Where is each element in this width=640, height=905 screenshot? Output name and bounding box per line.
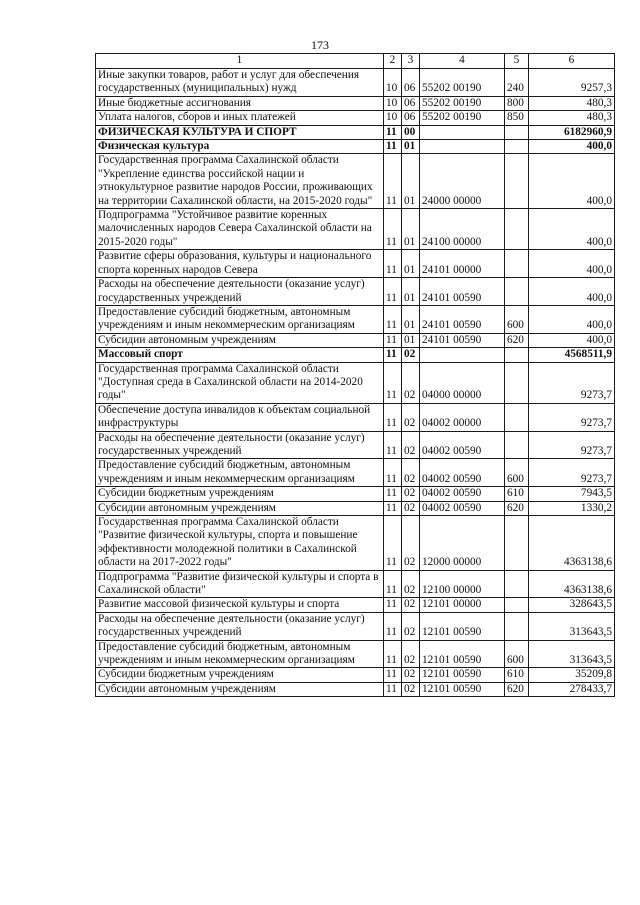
subsection-code-cell: 02 xyxy=(402,348,420,362)
section-code-cell: 11 xyxy=(384,333,402,347)
page-number: 173 xyxy=(311,38,329,52)
expense-name-cell: Расходы на обеспечение деятельности (оказание услуг) государственных учреждений xyxy=(96,612,384,640)
expense-type-code-cell xyxy=(505,348,529,362)
subsection-code-cell: 06 xyxy=(402,69,420,97)
target-article-code-cell: 24101 00590 xyxy=(420,278,505,306)
target-article-code-cell: 24101 00590 xyxy=(420,305,505,333)
target-article-code-cell: 24101 00590 xyxy=(420,333,505,347)
amount-cell: 6182960,9 xyxy=(529,125,615,139)
target-article-code-cell: 04002 00590 xyxy=(420,459,505,487)
target-article-code-cell: 24101 00000 xyxy=(420,250,505,278)
subsection-code-cell: 00 xyxy=(402,125,420,139)
expense-name-cell: Развитие массовой физической культуры и спорта xyxy=(96,598,384,612)
expense-name-cell: Подпрограмма "Устойчивое развитие коренных малочисленных народов Севера Сахалинской области на 2015-2020 годы" xyxy=(96,209,384,250)
budget-row xyxy=(96,69,615,97)
section-code-cell: 11 xyxy=(384,431,402,459)
expense-name-cell: Обеспечение доступа инвалидов к объектам социальной инфраструктуры xyxy=(96,403,384,431)
amount-cell: 480,3 xyxy=(529,111,615,125)
subsection-code-cell: 02 xyxy=(402,403,420,431)
target-article-code-cell: 24000 00000 xyxy=(420,154,505,209)
expense-type-code-cell: 610 xyxy=(505,487,529,501)
subsection-code-cell: 06 xyxy=(402,96,420,110)
section-code-cell: 10 xyxy=(384,111,402,125)
target-article-code-cell: 12000 00000 xyxy=(420,516,505,571)
expense-type-code-cell xyxy=(505,362,529,403)
subsection-code-cell: 02 xyxy=(402,640,420,668)
expense-name-cell: Субсидии бюджетным учреждениям xyxy=(96,668,384,682)
amount-cell: 400,0 xyxy=(529,154,615,209)
budget-table xyxy=(95,53,615,697)
subsection-code-cell: 01 xyxy=(402,140,420,154)
target-article-code-cell: 12101 00590 xyxy=(420,668,505,682)
budget-row xyxy=(96,668,615,682)
subsection-code-cell: 02 xyxy=(402,612,420,640)
section-code-cell: 11 xyxy=(384,250,402,278)
expense-type-code-cell xyxy=(505,125,529,139)
column-number-header: 1 xyxy=(96,54,384,69)
subsection-code-cell: 01 xyxy=(402,278,420,306)
budget-row xyxy=(96,459,615,487)
target-article-code-cell: 24100 00000 xyxy=(420,209,505,250)
budget-row xyxy=(96,640,615,668)
expense-type-code-cell: 610 xyxy=(505,668,529,682)
amount-cell: 400,0 xyxy=(529,333,615,347)
section-code-cell: 11 xyxy=(384,278,402,306)
subsection-code-cell: 01 xyxy=(402,154,420,209)
section-code-cell: 11 xyxy=(384,125,402,139)
column-number-header-row xyxy=(96,54,615,69)
section-code-cell: 11 xyxy=(384,501,402,515)
expense-type-code-cell xyxy=(505,209,529,250)
amount-cell: 9273,7 xyxy=(529,362,615,403)
expense-type-code-cell xyxy=(505,403,529,431)
expense-name-cell: Расходы на обеспечение деятельности (оказание услуг) государственных учреждений xyxy=(96,278,384,306)
expense-name-cell: Уплата налогов, сборов и иных платежей xyxy=(96,111,384,125)
expense-name-cell: Государственная программа Сахалинской области "Доступная среда в Сахалинской области на 2014-2020 годы" xyxy=(96,362,384,403)
subsection-code-cell: 02 xyxy=(402,487,420,501)
amount-cell: 9273,7 xyxy=(529,431,615,459)
expense-name-cell: Расходы на обеспечение деятельности (оказание услуг) государственных учреждений xyxy=(96,431,384,459)
target-article-code-cell: 12101 00590 xyxy=(420,612,505,640)
budget-row xyxy=(96,250,615,278)
expense-type-code-cell: 600 xyxy=(505,305,529,333)
expense-type-code-cell: 620 xyxy=(505,333,529,347)
expense-type-code-cell: 850 xyxy=(505,111,529,125)
target-article-code-cell: 04002 00590 xyxy=(420,431,505,459)
section-code-cell: 11 xyxy=(384,154,402,209)
expense-name-cell: Иные закупки товаров, работ и услуг для обеспечения государственных (муниципальных) нужд xyxy=(96,69,384,97)
amount-cell: 4363138,6 xyxy=(529,516,615,571)
budget-row xyxy=(96,682,615,696)
subsection-code-cell: 01 xyxy=(402,333,420,347)
target-article-code-cell xyxy=(420,125,505,139)
section-code-cell: 11 xyxy=(384,640,402,668)
amount-cell: 4363138,6 xyxy=(529,570,615,598)
budget-row xyxy=(96,570,615,598)
expense-name-cell: Государственная программа Сахалинской области "Развитие физической культуры, спорта и повышение эффективности молодежной политики в Сахалинской области на 2017-2022 годы" xyxy=(96,516,384,571)
expense-type-code-cell: 600 xyxy=(505,640,529,668)
amount-cell: 4568511,9 xyxy=(529,348,615,362)
column-number-header: 2 xyxy=(384,54,402,69)
expense-name-cell: Субсидии бюджетным учреждениям xyxy=(96,487,384,501)
budget-row xyxy=(96,278,615,306)
amount-cell: 7943,5 xyxy=(529,487,615,501)
expense-type-code-cell: 620 xyxy=(505,501,529,515)
target-article-code-cell: 55202 00190 xyxy=(420,111,505,125)
section-code-cell: 11 xyxy=(384,668,402,682)
amount-cell: 9273,7 xyxy=(529,403,615,431)
subsection-code-cell: 01 xyxy=(402,305,420,333)
expense-name-cell: Массовый спорт xyxy=(96,348,384,362)
section-code-cell: 10 xyxy=(384,69,402,97)
budget-row xyxy=(96,125,615,139)
expense-name-cell: Субсидии автономным учреждениям xyxy=(96,333,384,347)
section-code-cell: 11 xyxy=(384,403,402,431)
budget-row xyxy=(96,305,615,333)
column-number-header: 5 xyxy=(505,54,529,69)
expense-type-code-cell xyxy=(505,250,529,278)
target-article-code-cell xyxy=(420,140,505,154)
section-code-cell: 11 xyxy=(384,305,402,333)
expense-name-cell: Иные бюджетные ассигнования xyxy=(96,96,384,110)
amount-cell: 313643,5 xyxy=(529,640,615,668)
target-article-code-cell: 12100 00000 xyxy=(420,570,505,598)
section-code-cell: 11 xyxy=(384,459,402,487)
section-code-cell: 11 xyxy=(384,516,402,571)
subsection-code-cell: 06 xyxy=(402,111,420,125)
amount-cell: 480,3 xyxy=(529,96,615,110)
expense-name-cell: Государственная программа Сахалинской области "Укрепление единства российской нации и этнокультурное развитие народов России, проживающих на территории Сахалинской области, на 2015-2020 годы" xyxy=(96,154,384,209)
expense-name-cell: ФИЗИЧЕСКАЯ КУЛЬТУРА И СПОРТ xyxy=(96,125,384,139)
amount-cell: 9257,3 xyxy=(529,69,615,97)
amount-cell: 9273,7 xyxy=(529,459,615,487)
column-number-header: 6 xyxy=(529,54,615,69)
budget-row xyxy=(96,140,615,154)
target-article-code-cell: 04002 00590 xyxy=(420,501,505,515)
budget-table-body xyxy=(96,54,615,697)
subsection-code-cell: 02 xyxy=(402,459,420,487)
budget-row xyxy=(96,403,615,431)
subsection-code-cell: 02 xyxy=(402,598,420,612)
expense-type-code-cell: 600 xyxy=(505,459,529,487)
target-article-code-cell: 04002 00000 xyxy=(420,403,505,431)
subsection-code-cell: 02 xyxy=(402,682,420,696)
target-article-code-cell: 12101 00590 xyxy=(420,640,505,668)
budget-row xyxy=(96,333,615,347)
budget-row xyxy=(96,516,615,571)
expense-type-code-cell: 620 xyxy=(505,682,529,696)
amount-cell: 328643,5 xyxy=(529,598,615,612)
section-code-cell: 11 xyxy=(384,348,402,362)
expense-type-code-cell xyxy=(505,570,529,598)
subsection-code-cell: 02 xyxy=(402,516,420,571)
budget-row xyxy=(96,431,615,459)
target-article-code-cell: 12101 00590 xyxy=(420,682,505,696)
expense-name-cell: Предоставление субсидий бюджетным, автономным учреждениям и иным некоммерческим организациям xyxy=(96,640,384,668)
section-code-cell: 11 xyxy=(384,612,402,640)
expense-name-cell: Субсидии автономным учреждениям xyxy=(96,501,384,515)
expense-name-cell: Предоставление субсидий бюджетным, автономным учреждениям и иным некоммерческим организациям xyxy=(96,305,384,333)
amount-cell: 400,0 xyxy=(529,305,615,333)
expense-type-code-cell xyxy=(505,431,529,459)
expense-type-code-cell xyxy=(505,598,529,612)
subsection-code-cell: 01 xyxy=(402,250,420,278)
expense-type-code-cell: 240 xyxy=(505,69,529,97)
expense-name-cell: Предоставление субсидий бюджетным, автономным учреждениям и иным некоммерческим организациям xyxy=(96,459,384,487)
budget-row xyxy=(96,96,615,110)
expense-type-code-cell xyxy=(505,154,529,209)
expense-type-code-cell xyxy=(505,140,529,154)
section-code-cell: 11 xyxy=(384,362,402,403)
section-code-cell: 11 xyxy=(384,598,402,612)
amount-cell: 1330,2 xyxy=(529,501,615,515)
expense-type-code-cell xyxy=(505,278,529,306)
expense-type-code-cell: 800 xyxy=(505,96,529,110)
expense-name-cell: Подпрограмма "Развитие физической культуры и спорта в Сахалинской области" xyxy=(96,570,384,598)
amount-cell: 400,0 xyxy=(529,278,615,306)
section-code-cell: 10 xyxy=(384,96,402,110)
amount-cell: 400,0 xyxy=(529,140,615,154)
amount-cell: 400,0 xyxy=(529,250,615,278)
budget-row xyxy=(96,111,615,125)
target-article-code-cell: 04002 00590 xyxy=(420,487,505,501)
budget-row xyxy=(96,348,615,362)
target-article-code-cell: 55202 00190 xyxy=(420,96,505,110)
section-code-cell: 11 xyxy=(384,570,402,598)
amount-cell: 35209,8 xyxy=(529,668,615,682)
expense-name-cell: Физическая культура xyxy=(96,140,384,154)
budget-row xyxy=(96,612,615,640)
section-code-cell: 11 xyxy=(384,682,402,696)
target-article-code-cell: 04000 00000 xyxy=(420,362,505,403)
amount-cell: 278433,7 xyxy=(529,682,615,696)
expense-type-code-cell xyxy=(505,516,529,571)
expense-name-cell: Развитие сферы образования, культуры и национального спорта коренных народов Севера xyxy=(96,250,384,278)
section-code-cell: 11 xyxy=(384,487,402,501)
section-code-cell: 11 xyxy=(384,209,402,250)
budget-row xyxy=(96,598,615,612)
section-code-cell: 11 xyxy=(384,140,402,154)
budget-row xyxy=(96,501,615,515)
subsection-code-cell: 02 xyxy=(402,501,420,515)
amount-cell: 313643,5 xyxy=(529,612,615,640)
target-article-code-cell xyxy=(420,348,505,362)
subsection-code-cell: 01 xyxy=(402,209,420,250)
subsection-code-cell: 02 xyxy=(402,668,420,682)
column-number-header: 3 xyxy=(402,54,420,69)
target-article-code-cell: 55202 00190 xyxy=(420,69,505,97)
expense-type-code-cell xyxy=(505,612,529,640)
budget-row xyxy=(96,362,615,403)
subsection-code-cell: 02 xyxy=(402,570,420,598)
budget-row xyxy=(96,209,615,250)
target-article-code-cell: 12101 00000 xyxy=(420,598,505,612)
budget-row xyxy=(96,154,615,209)
amount-cell: 400,0 xyxy=(529,209,615,250)
budget-row xyxy=(96,487,615,501)
subsection-code-cell: 02 xyxy=(402,431,420,459)
subsection-code-cell: 02 xyxy=(402,362,420,403)
column-number-header: 4 xyxy=(420,54,505,69)
expense-name-cell: Субсидии автономным учреждениям xyxy=(96,682,384,696)
